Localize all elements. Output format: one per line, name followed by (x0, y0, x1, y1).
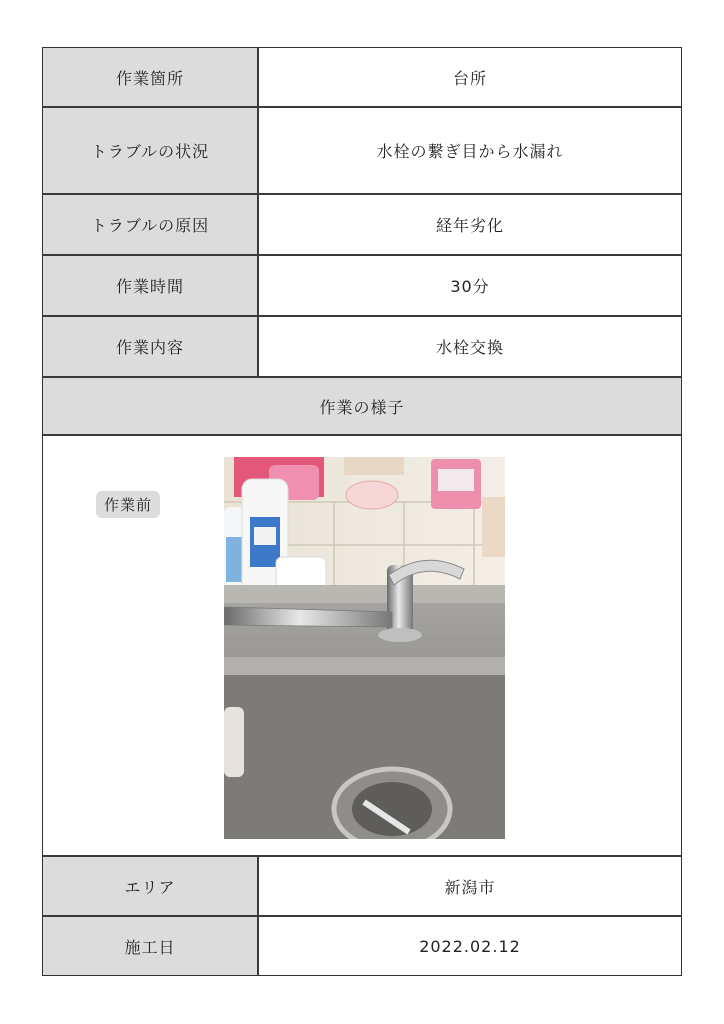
row-work-location (43, 48, 681, 108)
row-area (43, 857, 681, 917)
label-area: エリア (43, 857, 259, 915)
value-trouble-status: 水栓の繋ぎ目から水漏れ (259, 108, 681, 193)
value-work-content: 水栓交換 (259, 317, 681, 376)
label-construction-date: 施工日 (43, 917, 259, 975)
label-trouble-status: トラブルの状況 (43, 108, 259, 193)
label-work-location: 作業箇所 (43, 48, 259, 106)
value-construction-date: 2022.02.12 (259, 917, 681, 975)
before-work-badge: 作業前 (96, 491, 160, 518)
label-work-time: 作業時間 (43, 256, 259, 315)
row-trouble-cause (43, 195, 681, 256)
work-report-sheet (42, 47, 682, 976)
row-work-time (43, 256, 681, 317)
row-construction-date (43, 917, 681, 975)
row-trouble-status (43, 108, 681, 195)
value-work-location: 台所 (259, 48, 681, 106)
label-work-content: 作業内容 (43, 317, 259, 376)
value-area: 新潟市 (259, 857, 681, 915)
value-work-time: 30分 (259, 256, 681, 315)
before-work-photo (224, 457, 505, 839)
photo-area (43, 436, 681, 857)
value-trouble-cause: 経年劣化 (259, 195, 681, 254)
row-work-content (43, 317, 681, 378)
label-trouble-cause: トラブルの原因 (43, 195, 259, 254)
section-header-work-photos: 作業の様子 (43, 378, 681, 436)
